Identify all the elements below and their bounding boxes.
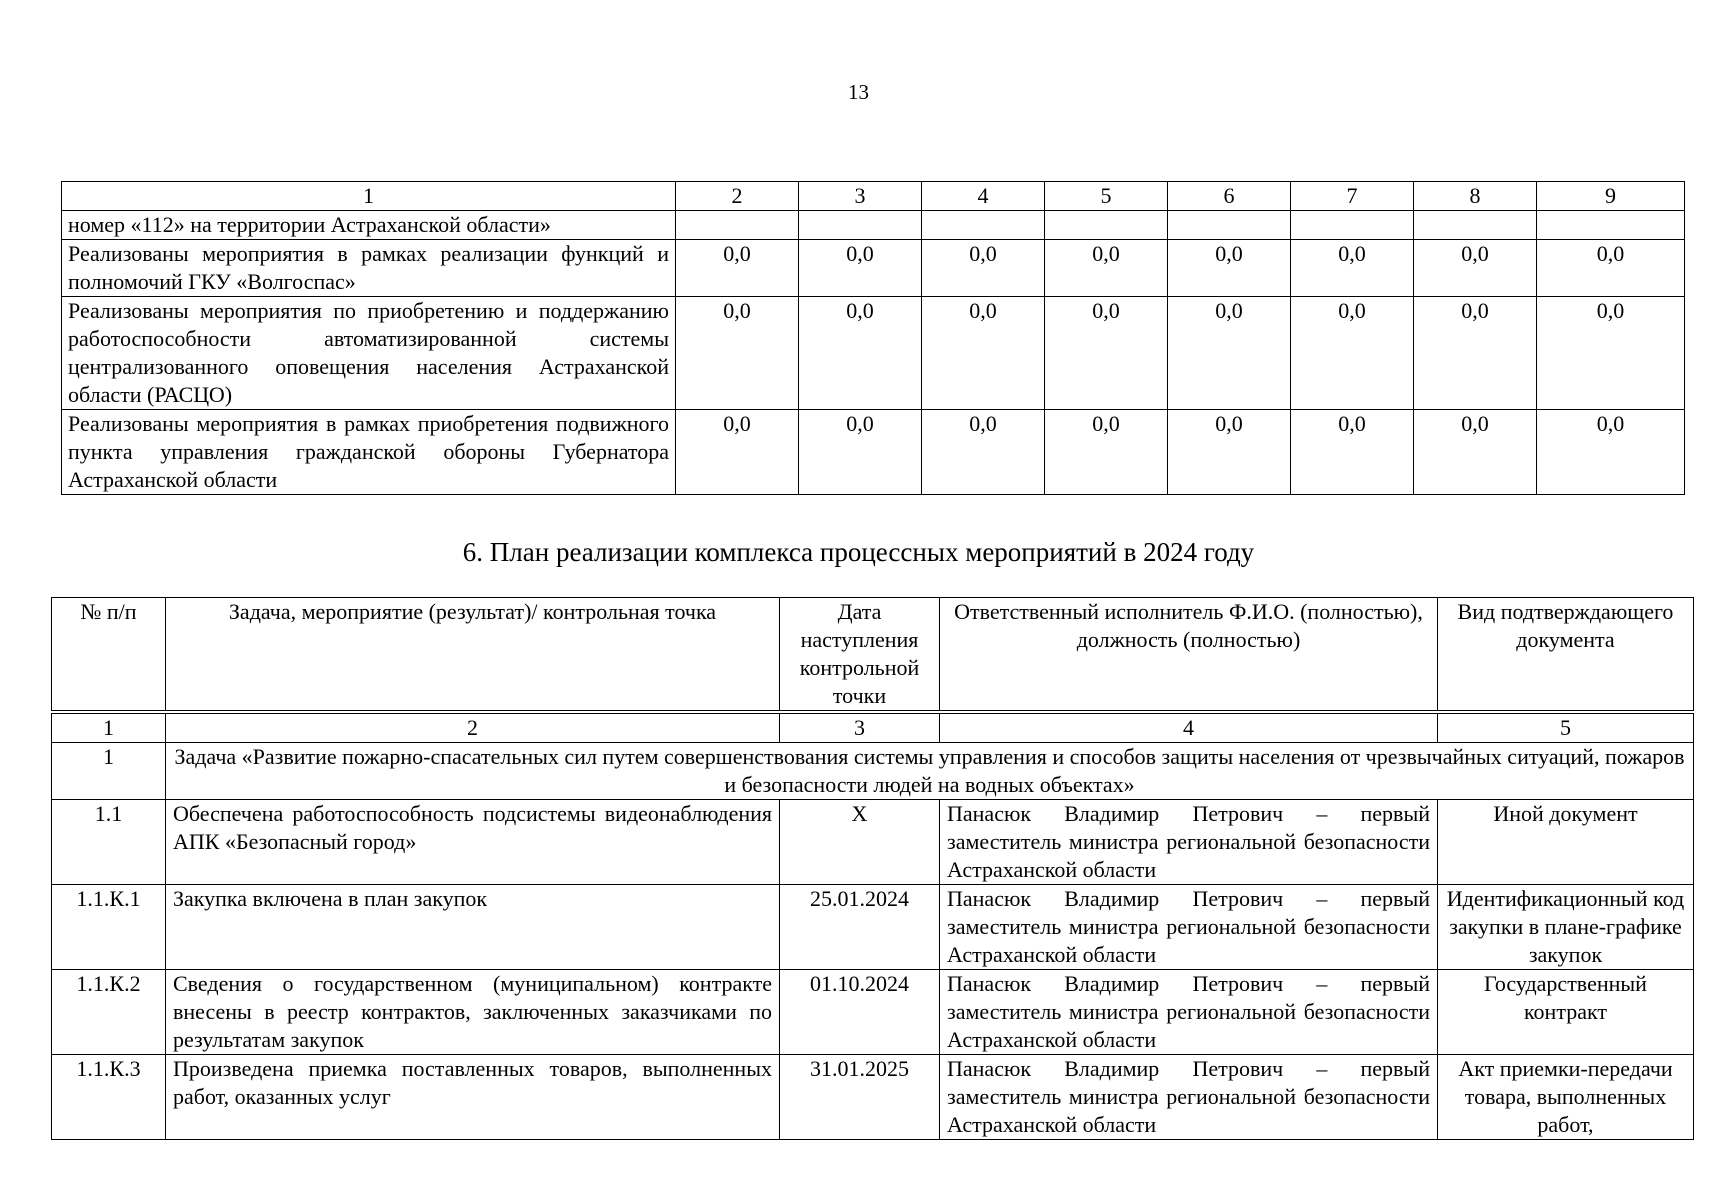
column-number: 3	[799, 182, 922, 211]
row-document: Акт приемки-передачи товара, выполненных работ,	[1438, 1055, 1694, 1140]
table-header-row	[62, 182, 1685, 211]
row-value: 0,0	[1414, 410, 1537, 495]
row-value: 0,0	[1045, 297, 1168, 410]
column-number: 6	[1168, 182, 1291, 211]
table-row	[62, 297, 1685, 410]
column-number: 2	[676, 182, 799, 211]
row-value: 0,0	[1414, 240, 1537, 297]
row-value	[676, 211, 799, 240]
column-number: 8	[1414, 182, 1537, 211]
row-value: 0,0	[1168, 410, 1291, 495]
row-responsible: Панасюк Владимир Петрович – первый заместитель министра региональной безопасности Астраханской области	[940, 1055, 1438, 1140]
row-value: 0,0	[1291, 297, 1414, 410]
column-number: 4	[922, 182, 1045, 211]
row-value: 0,0	[1537, 240, 1685, 297]
column-number: 9	[1537, 182, 1685, 211]
row-value: 0,0	[799, 240, 922, 297]
section-title: 6. План реализации комплекса процессных мероприятий в 2024 году	[462, 537, 1255, 567]
row-number: 1.1.К.1	[52, 885, 166, 970]
row-date: 01.10.2024	[780, 970, 940, 1055]
table-row	[52, 1055, 1694, 1140]
table-header-row	[52, 598, 1694, 713]
column-number: 5	[1045, 182, 1168, 211]
row-document: Идентификационный код закупки в плане-графике закупок	[1438, 885, 1694, 970]
row-document: Государственный контракт	[1438, 970, 1694, 1055]
row-value: 0,0	[1291, 410, 1414, 495]
row-value: 0,0	[1291, 240, 1414, 297]
row-responsible: Панасюк Владимир Петрович – первый заместитель министра региональной безопасности Астраханской области	[940, 885, 1438, 970]
header-cell-task: Задача, мероприятие (результат)/ контрольная точка	[166, 598, 780, 713]
row-value: 0,0	[1537, 297, 1685, 410]
row-label: Реализованы мероприятия по приобретению и поддержанию работоспособности автоматизированной системы централизованного оповещения населения Астраханской области (РАСЦО)	[62, 297, 676, 410]
table-row	[52, 885, 1694, 970]
task-text: Задача «Развитие пожарно-спасательных сил путем совершенствования системы управления и способов защиты населения от чрезвычайных ситуаций, пожаров и безопасности людей на водных объектах»	[166, 743, 1694, 800]
row-value: 0,0	[676, 240, 799, 297]
row-label: Реализованы мероприятия в рамках реализации функций и полномочий ГКУ «Волгоспас»	[62, 240, 676, 297]
page-number: 13	[848, 80, 869, 104]
row-responsible: Панасюк Владимир Петрович – первый заместитель министра региональной безопасности Астраханской области	[940, 970, 1438, 1055]
row-value: 0,0	[1414, 297, 1537, 410]
row-task: Обеспечена работоспособность подсистемы видеонаблюдения АПК «Безопасный город»	[166, 800, 780, 885]
header-cell-responsible: Ответственный исполнитель Ф.И.О. (полностью), должность (полностью)	[940, 598, 1438, 713]
row-task: Закупка включена в план закупок	[166, 885, 780, 970]
row-date: 31.01.2025	[780, 1055, 940, 1140]
row-value: 0,0	[922, 240, 1045, 297]
row-value: 0,0	[1045, 240, 1168, 297]
funding-table	[61, 181, 1685, 495]
row-value: 0,0	[922, 410, 1045, 495]
row-date: Х	[780, 800, 940, 885]
column-number: 2	[166, 712, 780, 743]
column-number: 7	[1291, 182, 1414, 211]
row-value	[1168, 211, 1291, 240]
row-value: 0,0	[1045, 410, 1168, 495]
row-date: 25.01.2024	[780, 885, 940, 970]
row-document: Иной документ	[1438, 800, 1694, 885]
row-value: 0,0	[1168, 297, 1291, 410]
row-value: 0,0	[799, 297, 922, 410]
row-value: 0,0	[676, 297, 799, 410]
row-value	[799, 211, 922, 240]
task-row	[52, 743, 1694, 800]
table-row	[62, 211, 1685, 240]
row-value	[922, 211, 1045, 240]
column-number: 1	[62, 182, 676, 211]
column-number: 5	[1438, 712, 1694, 743]
header-cell-document: Вид подтверждающего документа	[1438, 598, 1694, 713]
header-cell-date: Дата наступления контрольной точки	[780, 598, 940, 713]
table-row	[52, 800, 1694, 885]
row-task: Сведения о государственном (муниципальном) контракте внесены в реестр контрактов, заключенных заказчиками по результатам закупок	[166, 970, 780, 1055]
row-value	[1537, 211, 1685, 240]
row-responsible: Панасюк Владимир Петрович – первый заместитель министра региональной безопасности Астраханской области	[940, 800, 1438, 885]
row-number: 1.1.К.2	[52, 970, 166, 1055]
row-number: 1.1	[52, 800, 166, 885]
header-cell-number: № п/п	[52, 598, 166, 713]
table-row	[62, 240, 1685, 297]
row-value	[1291, 211, 1414, 240]
row-value: 0,0	[676, 410, 799, 495]
row-value	[1045, 211, 1168, 240]
row-value: 0,0	[1168, 240, 1291, 297]
row-value	[1414, 211, 1537, 240]
row-label: Реализованы мероприятия в рамках приобретения подвижного пункта управления гражданской обороны Губернатора Астраханской области	[62, 410, 676, 495]
column-number: 4	[940, 712, 1438, 743]
row-value: 0,0	[1537, 410, 1685, 495]
column-number: 3	[780, 712, 940, 743]
row-value: 0,0	[922, 297, 1045, 410]
row-number: 1.1.К.3	[52, 1055, 166, 1140]
table-row	[62, 410, 1685, 495]
column-number: 1	[52, 712, 166, 743]
table-row	[52, 970, 1694, 1055]
plan-table	[51, 597, 1694, 1140]
task-number: 1	[52, 743, 166, 800]
column-numbering-row	[52, 712, 1694, 743]
row-task: Произведена приемка поставленных товаров, выполненных работ, оказанных услуг	[166, 1055, 780, 1140]
row-label: номер «112» на территории Астраханской области»	[62, 211, 676, 240]
row-value: 0,0	[799, 410, 922, 495]
